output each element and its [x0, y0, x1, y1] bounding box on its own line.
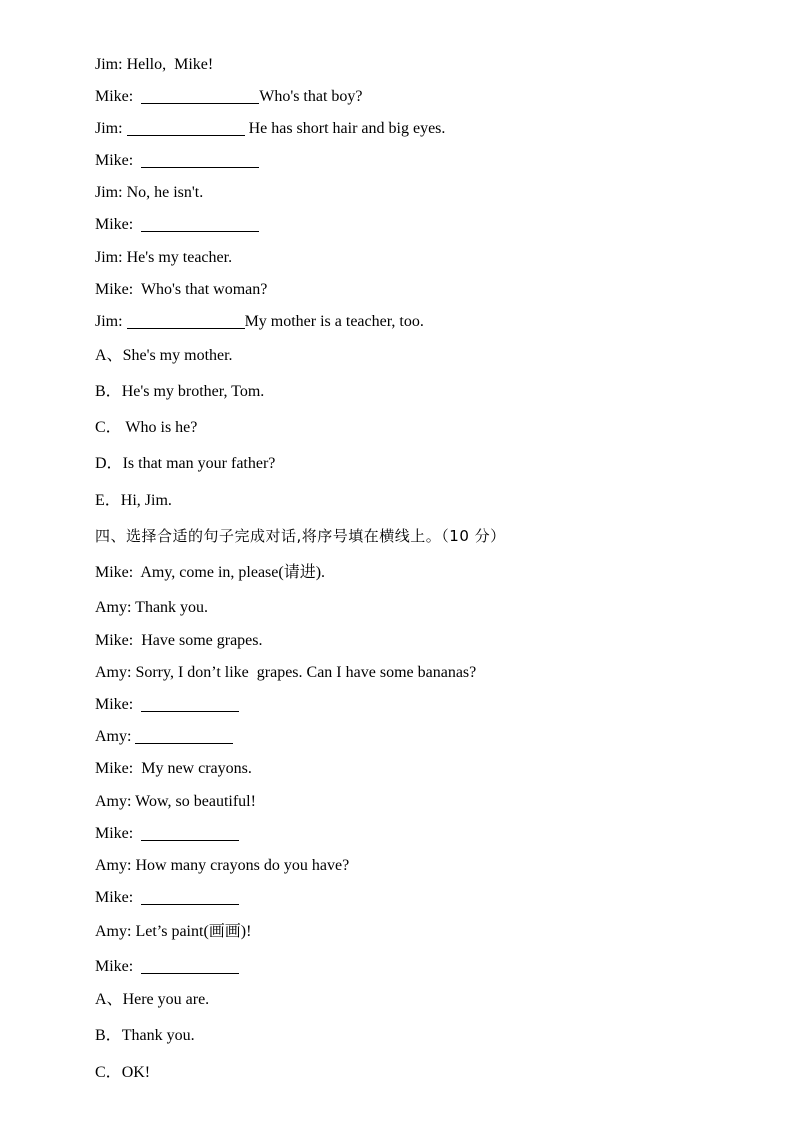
dialog-line [95, 280, 267, 300]
option-item [95, 491, 172, 511]
line-text: Let’s paint(画画)! [135, 923, 252, 940]
speaker: Mike: [95, 696, 134, 713]
speaker: Mike: [95, 216, 134, 233]
dialog-line [95, 759, 252, 779]
line-text: Who's that boy? [259, 88, 363, 105]
option-item [95, 454, 275, 474]
speaker: Mike: [95, 88, 134, 105]
option-letter: B． [95, 1027, 122, 1044]
option-letter: E． [95, 492, 121, 509]
line-text: My new crayons. [141, 760, 252, 777]
line-text: Hello, Mike! [126, 56, 214, 73]
line-text: Sorry, I don’t like grapes. Can I have some bananas? [135, 664, 477, 681]
answer-blank[interactable] [127, 314, 245, 329]
speaker: Mike: [95, 152, 134, 169]
answer-blank[interactable] [141, 153, 259, 168]
dialog-line [95, 183, 203, 203]
option-text: He's my brother, Tom. [121, 383, 265, 400]
option-letter: A、 [95, 347, 123, 364]
answer-blank[interactable] [141, 890, 239, 905]
option-item [95, 1026, 195, 1046]
option-text: Thank you. [121, 1027, 195, 1044]
dialog-line [95, 248, 232, 268]
option-item [95, 990, 209, 1010]
dialog-line [95, 824, 239, 844]
answer-blank[interactable] [141, 826, 239, 841]
option-item [95, 418, 197, 438]
dialog-line [95, 695, 239, 715]
line-text: My mother is a teacher, too. [244, 313, 424, 330]
answer-blank[interactable] [141, 89, 259, 104]
dialog-line [95, 55, 213, 75]
dialog-line [95, 922, 251, 942]
speaker: Mike: [95, 760, 134, 777]
line-text: Wow, so beautiful! [135, 793, 256, 810]
speaker: Mike: [95, 825, 134, 842]
option-letter: C． [95, 419, 122, 436]
option-letter: A、 [95, 991, 123, 1008]
dialog-line [95, 151, 259, 171]
dialog-line [95, 856, 349, 876]
option-text: Here you are. [122, 991, 210, 1008]
dialog-line [95, 727, 233, 747]
line-text: He has short hair and big eyes. [244, 120, 446, 137]
speaker: Amy: [95, 923, 132, 940]
speaker: Amy: [95, 728, 132, 745]
answer-blank[interactable] [141, 217, 259, 232]
dialog-line [95, 631, 263, 651]
line-text: How many crayons do you have? [135, 857, 350, 874]
speaker: Amy: [95, 664, 132, 681]
option-text: OK! [121, 1064, 151, 1081]
line-text: He's my teacher. [126, 249, 233, 266]
option-letter: B． [95, 383, 122, 400]
speaker: Mike: [95, 958, 134, 975]
dialog-line [95, 663, 476, 683]
option-text: Is that man your father? [122, 455, 276, 472]
speaker: Jim: [95, 184, 123, 201]
option-letter: D． [95, 455, 123, 472]
speaker: Jim: [95, 120, 123, 137]
answer-blank[interactable] [135, 729, 233, 744]
speaker: Amy: [95, 857, 132, 874]
line-text: Thank you. [135, 599, 209, 616]
option-item [95, 346, 233, 366]
option-letter: C． [95, 1064, 122, 1081]
speaker: Jim: [95, 313, 123, 330]
line-text: No, he isn't. [126, 184, 204, 201]
speaker: Jim: [95, 249, 123, 266]
dialog-line [95, 957, 239, 977]
speaker: Amy: [95, 793, 132, 810]
dialog-line [95, 312, 424, 332]
option-text: Hi, Jim. [120, 492, 172, 509]
line-text: Amy, come in, please(请进). [140, 564, 326, 581]
section-heading: 四、选择合适的句子完成对话,将序号填在横线上。（10 分） [95, 527, 506, 545]
dialog-line [95, 598, 208, 618]
speaker: Jim: [95, 56, 123, 73]
option-item [95, 382, 264, 402]
speaker: Mike: [95, 281, 134, 298]
answer-blank[interactable] [127, 121, 245, 136]
dialog-line [95, 888, 239, 908]
dialog-line [95, 119, 445, 139]
dialog-line [95, 215, 259, 235]
answer-blank[interactable] [141, 697, 239, 712]
speaker: Mike: [95, 632, 134, 649]
speaker: Mike: [95, 889, 134, 906]
option-text: She's my mother. [122, 347, 233, 364]
dialog-line [95, 87, 363, 107]
option-text: Who is he? [125, 419, 198, 436]
line-text: Have some grapes. [141, 632, 263, 649]
option-item [95, 1063, 150, 1083]
line-text: Who's that woman? [140, 281, 268, 298]
dialog-line [95, 792, 256, 812]
speaker: Mike: [95, 564, 134, 581]
dialog-line [95, 563, 325, 583]
answer-blank[interactable] [141, 959, 239, 974]
speaker: Amy: [95, 599, 132, 616]
